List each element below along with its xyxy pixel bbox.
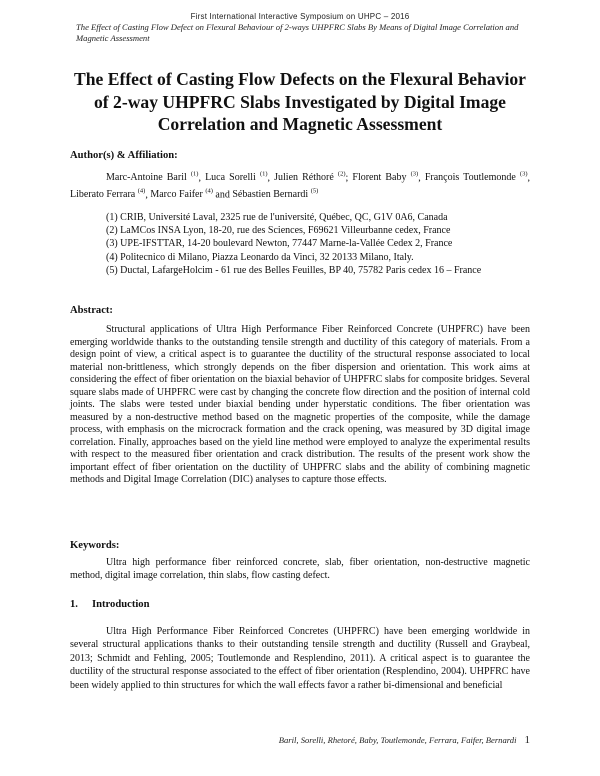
section-title: Introduction (92, 599, 150, 610)
page-number: 1 (524, 734, 530, 746)
author: Julien Réthoré $^{(2)}$ (274, 171, 346, 184)
running-title: The Effect of Casting Flow Defect on Flexural Behaviour of 2-ways UHPFRC Slabs By Means of Digital Image Correlation and Magnetic Assessment (76, 22, 519, 43)
keywords-text: Ultra high performance fiber reinforced concrete, slab, fiber orientation, non-destructive magnetic method, digital image correlation, thin slabs, flow casting defect. (70, 557, 530, 581)
keywords-heading: Keywords: (70, 540, 120, 551)
author-list: Marc-Antoine Baril $^{(1)}$, Luca Sorelli $^{(1)}$, Julien Réthoré $^{(2)}$; Florent Baby $^{(3)}$, François Toutlemonde $^{(3)}$, Liberato Ferrara $^{(4)}$, Marco Faifer $^{(4)}$ and Sébastien Bernardi $^{(5)}$ (70, 171, 531, 201)
page-footer (279, 734, 530, 746)
author: Florent Baby $^{(3)}$ (352, 171, 419, 184)
authors-heading: Author(s) & Affiliation: (70, 150, 178, 161)
footer-authors: Baril, Sorelli, Rhetoré, Baby, Toutlemonde, Ferrara, Faifer, Bernardi (278, 735, 517, 745)
affiliation: (5) Ductal, LafargeHolcim - 61 rue des Belles Feuilles, BP 40, 75782 Paris cedex 16 – France (106, 264, 482, 276)
affiliation-list (70, 211, 530, 277)
authors-connector: and (215, 189, 230, 201)
paper-title: The Effect of Casting Flow Defects on the Flexural Behavior of 2-way UHPFRC Slabs Investigated by Digital Image Correlation and Magnetic Assessment (74, 69, 526, 134)
affiliation: (1) CRIB, Université Laval, 2325 rue de l'université, Québec, QC, G1V 0A6, Canada (106, 212, 448, 223)
author: François Toutlemonde $^{(3)}$ (424, 171, 528, 184)
author: Luca Sorelli $^{(1)}$ (205, 171, 268, 184)
conference-header: First International Interactive Symposium on UHPC – 2016 (190, 12, 410, 21)
section-number: 1. (70, 599, 78, 610)
affiliation: (3) UPE-IFSTTAR, 14-20 boulevard Newton, 77447 Marne-la-Vallée Cedex 2, France (106, 238, 453, 250)
author: Sébastien Bernardi $^{(5)}$ (232, 187, 319, 201)
author: Marc-Antoine Baril $^{(1)}$ (106, 171, 199, 184)
author: Marco Faifer $^{(4)}$ (150, 187, 213, 201)
abstract-text: Structural applications of Ultra High Performance Fiber Reinforced Concrete (UHPFRC) have been emerging worldwide thanks to the outstanding tensile strength and ductility of this category of materials. From a design point of view, a critical aspect is to guarantee the ductility of the structural response associated to local material non-brittleness, which strongly depends on the fiber dispersion and orientation. This work aims at considering the effect of fiber orientation on the biaxial behavior of UHPFRC slabs for composite bridges. Several square slabs made of UHPFRC were cast by changing the concrete flow direction and the position of internal cold joints. The slabs were tested under biaxial bending under hyperstatic conditions. The fiber orientation was measured by a non-destructive method based on the magnetic properties of the composite, while the damage process, with emphasis on the microcrack formation and the crack opening, was measured by 3D digital image correlation. Finally, approaches based on the yield line method were employed to analyze the experimental results with respect to the measured fiber orientation and crack distribution. The results of the present work show the important effect of fiber orientation on the ductility of UHPFRC slabs and the ability of combining magnetic methods and Digital Image Correlation (DIC) analyses to capture those effects. (70, 324, 530, 485)
introduction-text: Ultra High Performance Fiber Reinforced Concretes (UHPFRC) have been emerging worldwide in several structural applications thanks to their outstanding tensile strength and ductility (Russell and Graybeal, 2013; Schmidt and Fehling, 2005; Toutlemonde and Resplendino, 2011). A critical aspect is to guarantee the ductility of the structural response associated to the effect of fiber orientation (Resplendino, 2004). UHPFRC have been widely applied to thin structures for which the wall effects favor a rather bi-dimensional and beneficial (70, 626, 530, 691)
affiliation: (2) LaMCos INSA Lyon, 18-20, rue des Sciences, F69621 Villeurbanne cedex, France (106, 225, 451, 237)
abstract-heading: Abstract: (70, 305, 113, 316)
affiliation: (4) Politecnico di Milano, Piazza Leonardo da Vinci, 32 20133 Milano, Italy. (106, 251, 414, 263)
author: Liberato Ferrara $^{(4)}$ (70, 187, 146, 201)
section-heading-introduction (70, 599, 150, 610)
